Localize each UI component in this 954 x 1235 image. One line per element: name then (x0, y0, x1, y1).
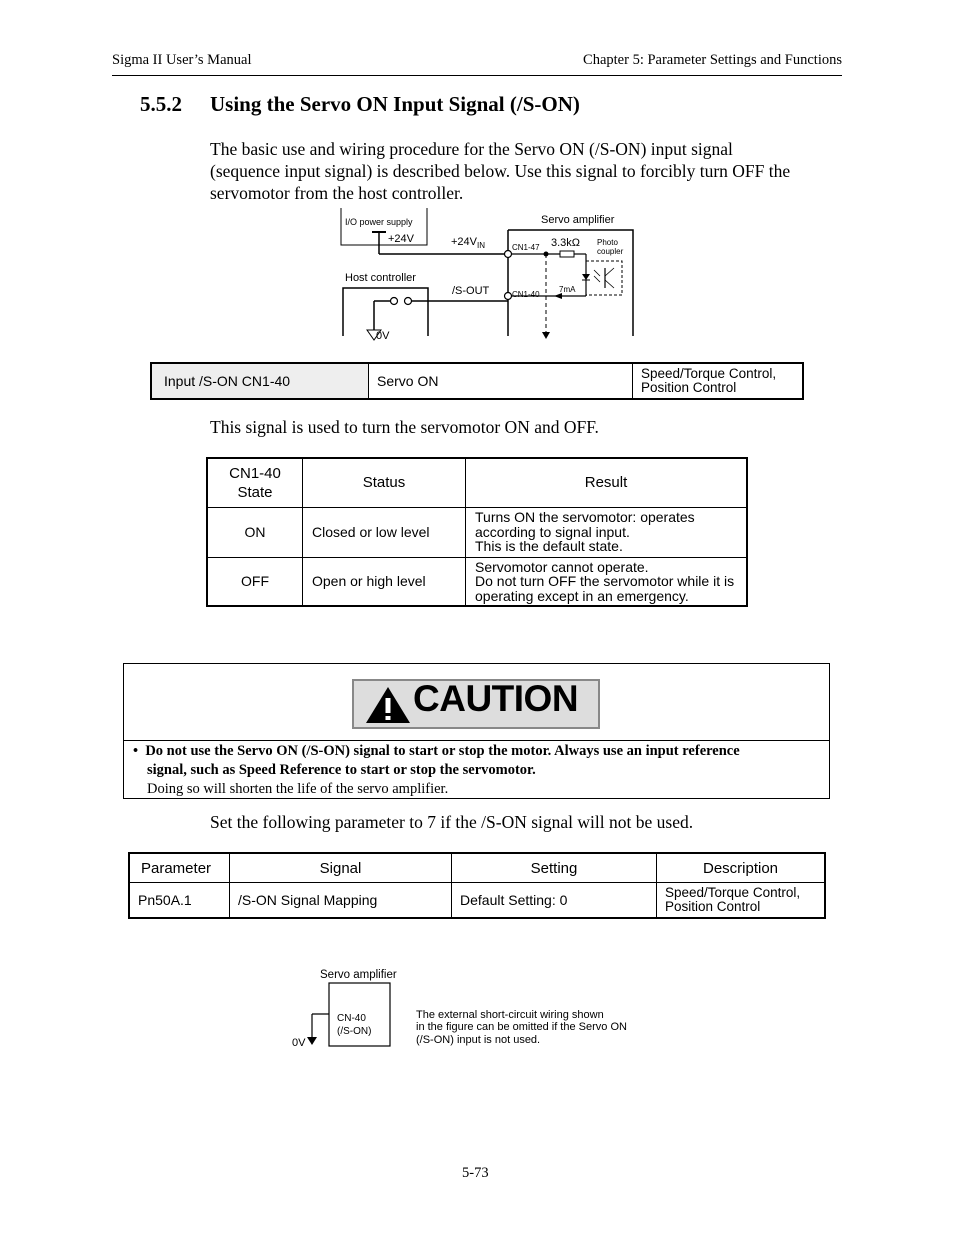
table-row (207, 507, 747, 557)
description-cell (657, 883, 826, 918)
status-cell: Open or high level (303, 557, 466, 606)
result-line: Turns ON the servomotor: operates (475, 509, 695, 526)
section-title: Using the Servo ON Input Signal (/S-ON) (210, 92, 580, 116)
caution-divider (123, 740, 830, 741)
host-controller-box (343, 288, 428, 336)
warning-triangle-icon (365, 686, 411, 724)
resistor-icon (560, 251, 574, 257)
header-parameter: Parameter (129, 853, 230, 883)
parameter-cell: Pn50A.1 (129, 883, 230, 918)
note-line: (/S-ON) input is not used. (416, 1034, 541, 1046)
header-description: Description (657, 853, 826, 883)
setting-cell: Default Setting: 0 (452, 883, 657, 918)
s-out-label: /S-OUT (452, 285, 490, 297)
result-line: This is the default state. (475, 538, 623, 555)
input-mode-cell (633, 363, 804, 399)
description-line: Speed/Torque Control, (665, 884, 801, 900)
input-signal-table (150, 362, 804, 400)
input-name-cell: Servo ON (369, 363, 633, 399)
header-divider (112, 75, 842, 76)
header-result: Result (466, 458, 748, 507)
section-heading (140, 92, 580, 117)
header-manual-title: Sigma II User’s Manual (112, 52, 252, 68)
mode-line: Position Control (641, 380, 737, 395)
intro-paragraph (210, 138, 850, 204)
parameter-table-header-row (129, 853, 825, 883)
photocoupler-icon (586, 261, 622, 295)
photo-label: Photo (597, 238, 618, 247)
description-line: Position Control (665, 898, 761, 914)
current-label: 7mA (559, 285, 576, 294)
state-table (206, 457, 748, 607)
signal-cell: /S-ON Signal Mapping (230, 883, 452, 918)
result-line: operating except in an emergency. (475, 587, 689, 604)
switch-contact-icon (391, 298, 398, 305)
io-power-supply-label: I/O power supply (345, 217, 413, 227)
plus24v-label: +24V (388, 233, 414, 245)
servo-amplifier-label: Servo amplifier (320, 969, 397, 981)
parameter-table (128, 852, 826, 919)
section-number: 5.5.2 (140, 92, 182, 116)
host-controller-label: Host controller (345, 272, 416, 284)
table-row (207, 557, 747, 606)
state-cell: ON (207, 507, 303, 557)
status-cell: Closed or low level (303, 507, 466, 557)
page-number: 5-73 (462, 1165, 489, 1181)
bullet-icon: • (133, 743, 139, 759)
header-signal: Signal (230, 853, 452, 883)
terminal-label: (/S-ON) (337, 1026, 372, 1037)
cn1-47-terminal-icon (505, 251, 512, 258)
coupler-label: coupler (597, 247, 624, 256)
state-cell: OFF (207, 557, 303, 606)
intro-line: servomotor from the host controller. (210, 183, 464, 203)
result-line: Do not turn OFF the servomotor while it is (475, 573, 735, 589)
resistor-label: 3.3kΩ (551, 237, 581, 249)
intro-line: (sequence input signal) is described below. Use this signal to forcibly turn OFF the (210, 161, 791, 181)
on-off-sentence: This signal is used to turn the servomotor ON and OFF. (210, 417, 599, 437)
cn1-40-label: CN1-40 (512, 290, 540, 299)
caution-word: CAUTION (413, 678, 579, 719)
header-state-line: State (237, 483, 273, 501)
cn1-40-terminal-icon (505, 293, 512, 300)
header-setting: Setting (452, 853, 657, 883)
header-state (207, 458, 303, 507)
servo-amplifier-label: Servo amplifier (541, 214, 615, 226)
caution-bold-text: Do not use the Servo ON (/S-ON) signal to start or stop the motor. Always use an input reference (145, 743, 740, 759)
caution-bold-line: signal, such as Speed Reference to start or stop the servomotor. (147, 762, 536, 778)
zero-v-label: 0V (376, 330, 390, 342)
cn1-47-label: CN1-47 (512, 243, 540, 252)
intro-line: The basic use and wiring procedure for the Servo ON (/S-ON) input signal (210, 139, 733, 159)
table-row (129, 883, 825, 918)
header-chapter-title: Chapter 5: Parameter Settings and Functions (583, 52, 842, 68)
result-line: according to signal input. (475, 523, 630, 540)
input-signal-cell: Input /S-ON CN1-40 (151, 363, 369, 399)
state-table-header-row (207, 458, 747, 507)
param-sentence: Set the following parameter to 7 if the /S-ON signal will not be used. (210, 812, 694, 832)
result-cell (466, 557, 748, 606)
caution-note: Doing so will shorten the life of the servo amplifier. (147, 781, 449, 797)
wiring-diagram (330, 208, 650, 350)
header-status: Status (303, 458, 466, 507)
note-line: in the figure can be omitted if the Servo ON (416, 1021, 627, 1033)
short-circuit-diagram (288, 964, 668, 1054)
mode-line: Speed/Torque Control, (641, 366, 777, 381)
ground-icon (307, 1037, 317, 1045)
result-cell (466, 507, 748, 557)
zero-v-label: 0V (292, 1037, 306, 1049)
plus24v-in-label: $+24V_{IN}$ (451, 236, 485, 250)
terminal-label: CN-40 (337, 1013, 366, 1024)
result-line: Servomotor cannot operate. (475, 558, 649, 575)
caution-bold-line (133, 742, 823, 761)
header-state-line: CN1-40 (229, 464, 281, 482)
caution-message (133, 742, 823, 799)
note-line: The external short-circuit wiring shown (416, 1009, 604, 1021)
